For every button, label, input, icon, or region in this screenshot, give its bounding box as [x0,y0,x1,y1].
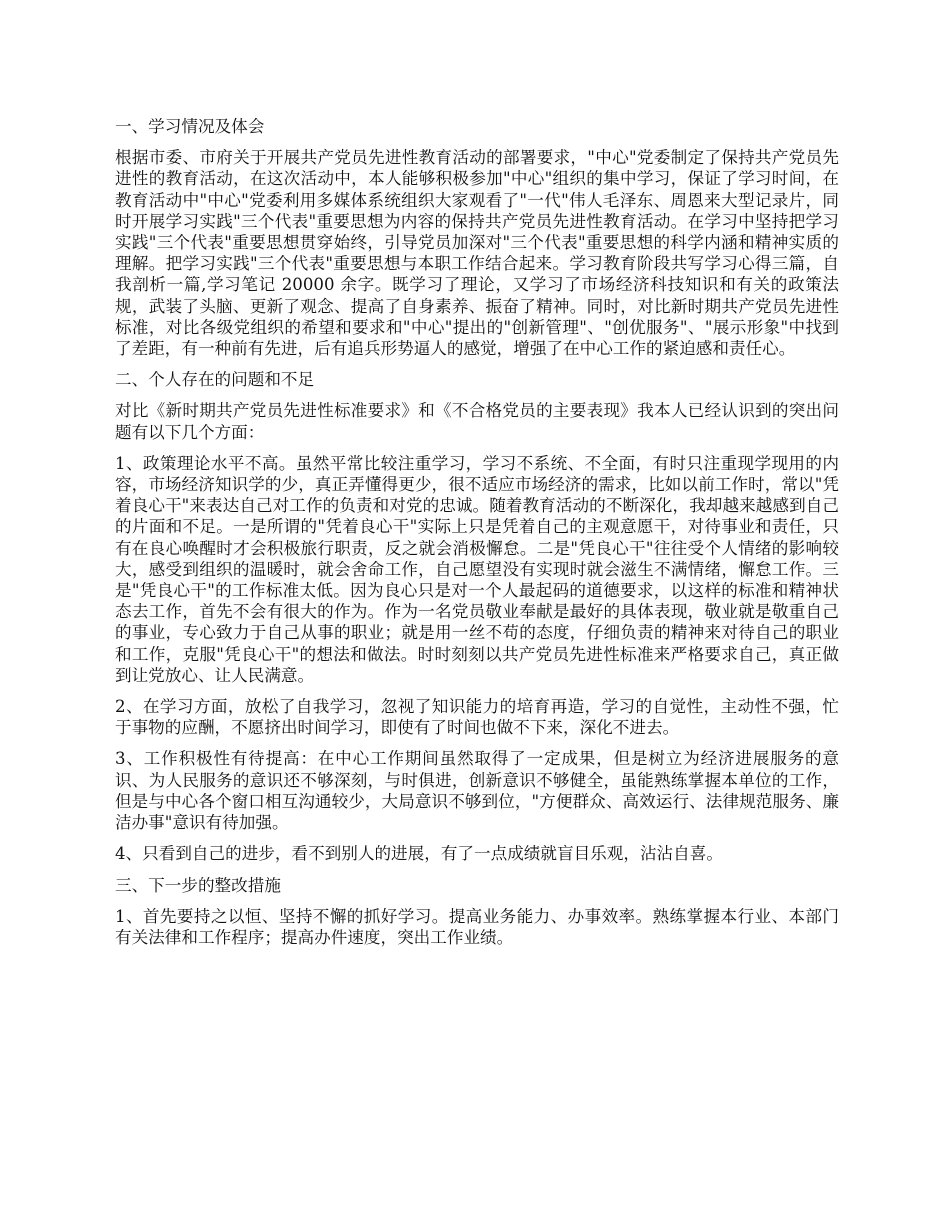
paragraph-problem-2: 2、在学习方面，放松了自我学习，忽视了知识能力的培育再造，学习的自觉性，主动性不强，忙于事物的应酬，不愿挤出时间学习，即使有了时间也做不下来，深化不进去。 [115,697,839,738]
section-heading-measures: 三、下一步的整改措施 [115,875,281,895]
section-heading-problems: 二、个人存在的问题和不足 [115,370,315,390]
paragraph-study-summary: 根据市委、市府关于开展共产党员先进性教育活动的部署要求，"中心"党委制定了保持共产党员先进性的教育活动，在这次活动中，本人能够积极参加"中心"组织的集中学习，保证了学习时间，在教育活动中"中心"党委利用多媒体系统组织大家观看了"一代"伟人毛泽东、周恩来大型记录片，同时开展学习实践"三个代表"重要思想为内容的保持共产党员先进性教育活动。在学习中坚持把学习实践"三个代表"重要思想贯穿始终，引导党员加深对"三个代表"重要思想的科学内涵和精神实质的理解。把学习实践"三个代表"重要思想与本职工作结合起来。学习教育阶段共写学习心得三篇，自我剖析一篇,学习笔记 20000 余字。既学习了理论，又学习了市场经济科技知识和有关的政策法规，武装了头脑、更新了观念、提高了自身素养、振奋了精神。同时，对比新时期共产党员先进性标准，对比各级党组织的希望和要求和"中心"提出的"创新管理"、"创优服务"、"展示形象"中找到了差距，有一种前有先进，后有追兵形势逼人的感觉，增强了在中心工作的紧迫感和责任心。 [115,148,839,359]
section-heading-study: 一、学习情况及体会 [115,117,265,136]
paragraph-measure-1: 1、首先要持之以恒、坚持不懈的抓好学习。提高业务能力、办事效率。熟练掌握本行业、本部门有关法律和工作程序；提高办件速度，突出工作业绩。 [115,906,839,947]
paragraph-problem-4: 4、只看到自己的进步，看不到别人的进展，有了一点成绩就盲目乐观，沾沾自喜。 [115,844,723,864]
paragraph-problem-1: 1、政策理论水平不高。虽然平常比较注重学习，学习不系统、不全面，有时只注重现学现用的内容，市场经济知识学的少，真正弄懂得更少，很不适应市场经济的需求，比如以前工作时，常以"凭着良心干"来表达自己对工作的负责和对党的忠诚。随着教育活动的不断深化，我却越来越感到自己的片面和不足。一是所谓的"凭着良心干"实际上只是凭着自己的主观意愿干，对待事业和责任，只有在良心唤醒时才会积极旅行职责，反之就会消极懈怠。二是"凭良心干"往往受个人情绪的影响较大，感受到组织的温暖时，就会舍命工作，自己愿望没有实现时就会滋生不满情绪，懈怠工作。三是"凭良心干"的工作标准太低。因为良心只是对一个人最起码的道德要求，以这样的标准和精神状态去工作，首先不会有很大的作为。作为一名党员敬业奉献是最好的具体表现，敬业就是敬重自己的事业，专心致力于自己从事的职业；就是用一丝不苟的态度，仔细负责的精神来对待自己的职业和工作，克服"凭良心干"的想法和做法。时时刻刻以共产党员先进性标准来严格要求自己，真正做到让党放心、让人民满意。 [115,453,839,685]
paragraph-problem-3: 3、工作积极性有待提高：在中心工作期间虽然取得了一定成果，但是树立为经济进展服务的意识、为人民服务的意识还不够深刻，与时俱进，创新意识不够健全，虽能熟练掌握本单位的工作，但是与中心各个窗口相互沟通较少，大局意识不够到位，"方便群众、高效运行、法律规范服务、廉洁办事"意识有待加强。 [115,749,839,833]
document-body [115,116,839,958]
paragraph-problems-intro: 对比《新时期共产党员先进性标准要求》和《不合格党员的主要表现》我本人已经认识到的突出问题有以下几个方面： [115,401,839,442]
